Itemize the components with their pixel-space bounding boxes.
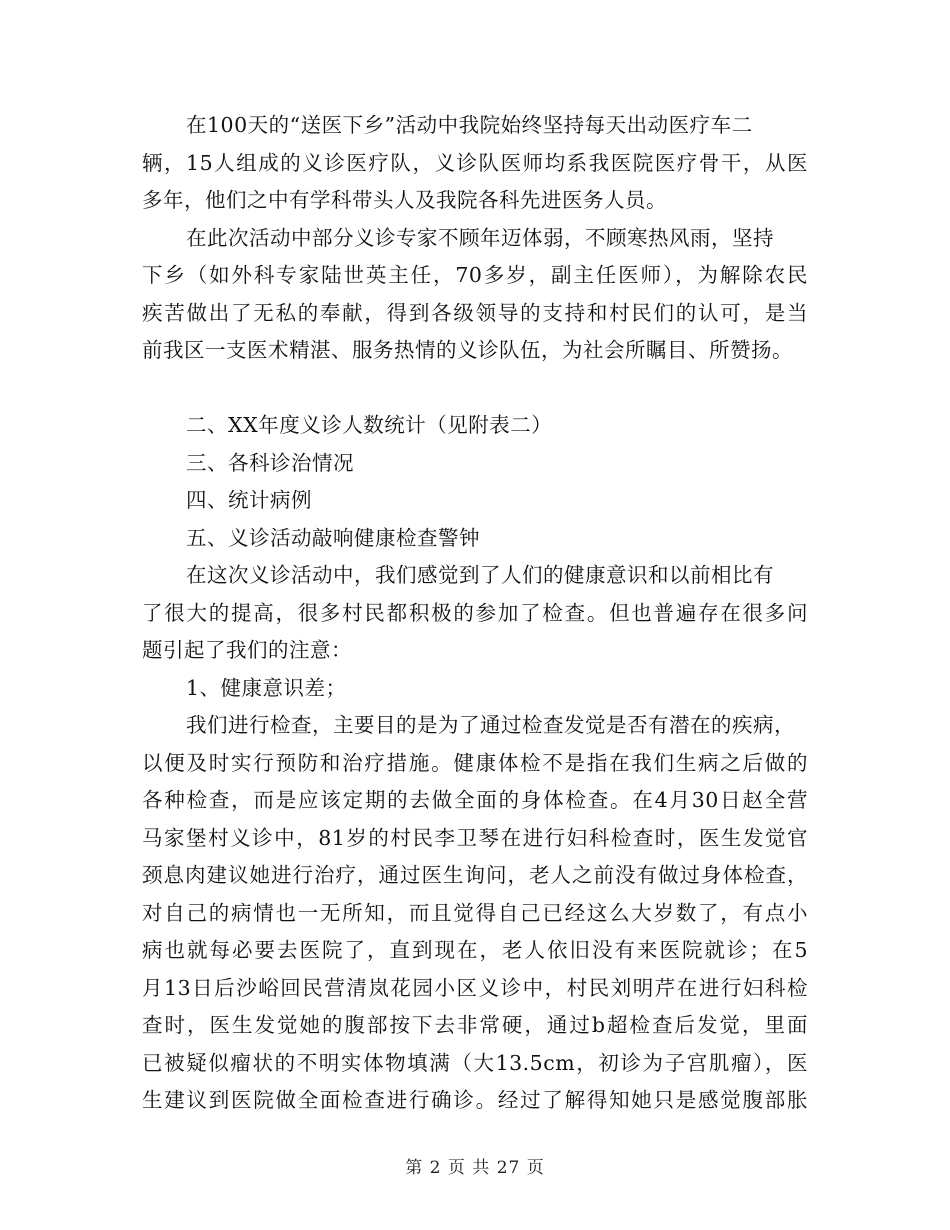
- paragraph-line: 下乡（如外科专家陆世英主任，70多岁，副主任医师），为解除农民: [142, 263, 808, 287]
- section-heading: 五、义诊活动敲响健康检查警钟: [186, 525, 480, 550]
- paragraph-line: 我们进行检查，主要目的是为了通过检查发觉是否有潜在的疾病，: [186, 713, 795, 737]
- paragraph-line: 在100天的“送医下乡”活动中我院始终坚持每天出动医疗车二: [186, 113, 753, 137]
- paragraph-line: 前我区一支医术精湛、服务热情的义诊队伍，为社会所瞩目、所赞扬。: [142, 338, 793, 362]
- paragraph-line: 查时，医生发觉她的腹部按下去非常硬，通过b超检查后发觉，里面: [142, 1013, 808, 1037]
- paragraph-line: 多年，他们之中有学科带头人及我院各科先进医务人员。: [142, 188, 667, 212]
- paragraph-line: 月13日后沙峪回民营清岚花园小区义诊中，村民刘明芹在进行妇科检: [142, 975, 808, 1000]
- paragraph-line: 辆，15人组成的义诊医疗队，义诊队医师均系我医院医疗骨干，从医: [142, 150, 808, 175]
- paragraph-line: 生建议到医院做全面检查进行确诊。经过了解得知她只是感觉腹部胀: [142, 1088, 808, 1112]
- paragraph-line: 疾苦做出了无私的奉献，得到各级领导的支持和村民们的认可，是当: [142, 300, 808, 325]
- paragraph-line: 在此次活动中部分义诊专家不顾年迈体弱，不顾寒热风雨，坚持: [186, 225, 774, 250]
- paragraph-line: 了很大的提高，很多村民都积极的参加了检查。但也普遍存在很多问: [142, 600, 808, 625]
- paragraph-line: 病也就每必要去医院了，直到现在，老人依旧没有来医院就诊；在5: [142, 938, 808, 962]
- paragraph-line: 题引起了我们的注意：: [142, 638, 352, 662]
- paragraph-line: 各种检查，而是应该定期的去做全面的身体检查。在4月30日赵全营: [142, 788, 808, 812]
- section-heading: 三、各科诊治情况: [186, 450, 354, 475]
- paragraph-line: 颈息肉建议她进行治疗，通过医生询问，老人之前没有做过身体检查，: [142, 863, 808, 887]
- paragraph-line: 以便及时实行预防和治疗措施。健康体检不是指在我们生病之后做的: [142, 750, 808, 775]
- section-heading: 四、统计病例: [186, 488, 312, 512]
- section-heading: 二、XX年度义诊人数统计（见附表二）: [186, 413, 553, 437]
- paragraph-line: 对自己的病情也一无所知，而且觉得自己已经这么大岁数了，有点小: [142, 900, 808, 925]
- page-footer: 第 2 页 共 27 页: [405, 1158, 545, 1178]
- document-body: [142, 107, 808, 1120]
- paragraph-line: 马家堡村义诊中，81岁的村民李卫琴在进行妇科检查时，医生发觉官: [142, 825, 808, 850]
- list-item-heading: 1、健康意识差；: [186, 675, 347, 700]
- paragraph-gap: [142, 370, 808, 408]
- paragraph-line: 在这次义诊活动中，我们感觉到了人们的健康意识和以前相比有: [186, 563, 774, 587]
- paragraph-line: 已被疑似瘤状的不明实体物填满（大13.5cm，初诊为子宫肌瘤），医: [142, 1050, 808, 1075]
